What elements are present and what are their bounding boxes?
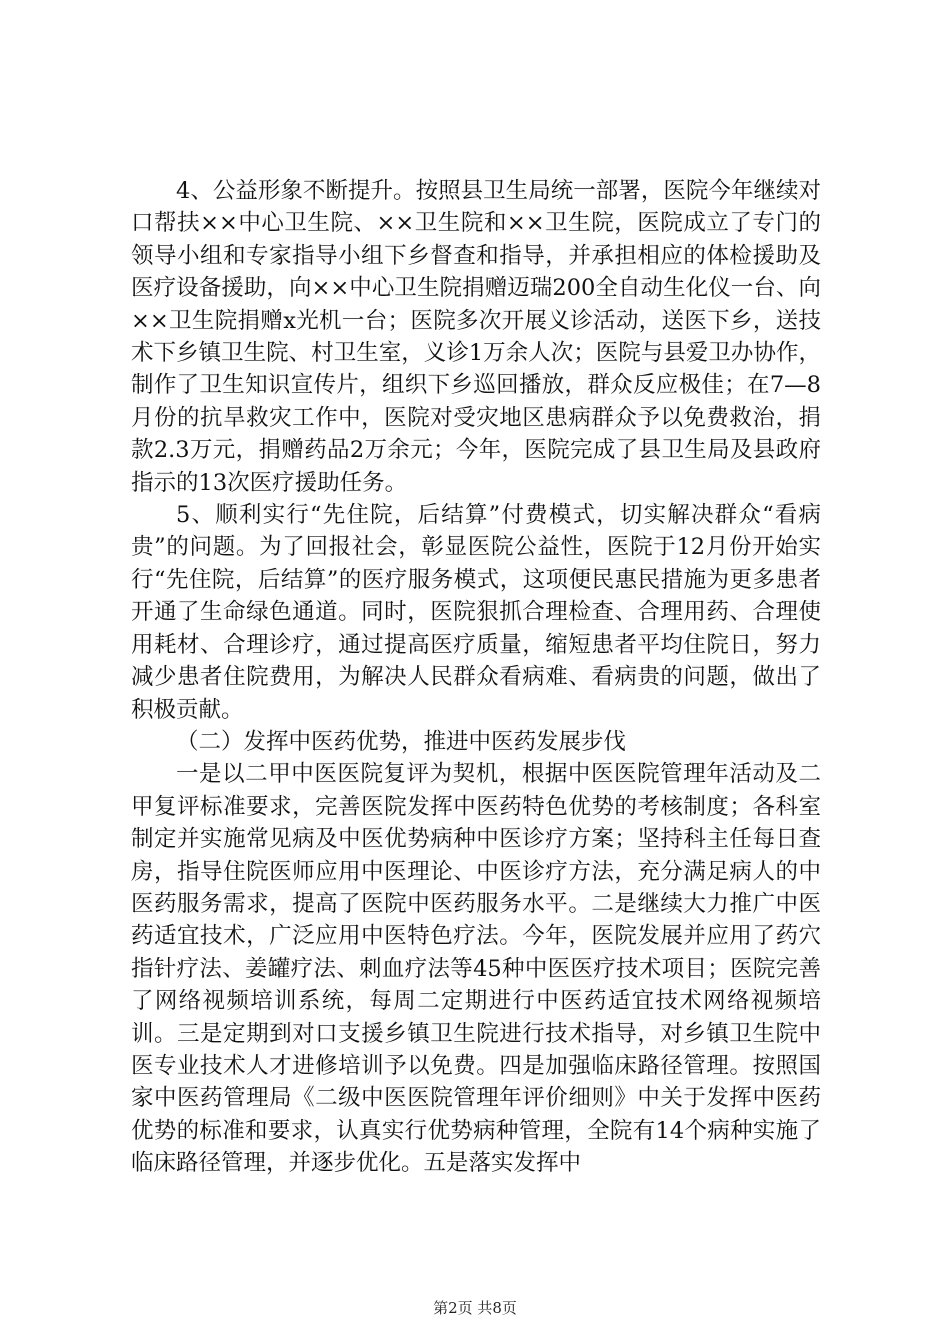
document-body: [131, 175, 821, 1180]
paragraph-payment-mode: 5、顺利实行“先住院，后结算”付费模式，切实解决群众“看病贵”的问题。为了回报社会，彰显医院公益性，医院于12月份开始实行“先住院，后结算”的医疗服务模式，这项便民惠民措施为更多患者开通了生命绿色通道。同时，医院狠抓合理检查、合理用药、合理使用耗材、合理诊疗，通过提高医疗质量，缩短患者平均住院日，努力减少患者住院费用，为解决人民群众看病难、看病贵的问题，做出了积极贡献。: [131, 502, 821, 723]
paragraph-public-welfare: 4、公益形象不断提升。按照县卫生局统一部署，医院今年继续对口帮扶××中心卫生院、××卫生院和××卫生院，医院成立了专门的领导小组和专家指导小组下乡督查和指导，并承担相应的体检援助及医疗设备援助，向××中心卫生院捐赠迈瑞200全自动生化仪一台、向××卫生院捐赠x光机一台；医院多次开展义诊活动，送医下乡，送技术下乡镇卫生院、村卫生室，义诊1万余人次；医院与县爱卫办协作，制作了卫生知识宣传片，组织下乡巡回播放，群众反应极佳；在7—8月份的抗旱救灾工作中，医院对受灾地区患病群众予以免费救治，捐款2.3万元，捐赠药品2万余元；今年，医院完成了县卫生局及县政府指示的13次医疗援助任务。: [131, 178, 821, 496]
paragraph-tcm-advantages: 一是以二甲中医医院复评为契机，根据中医医院管理年活动及二甲复评标准要求，完善医院发挥中医药特色优势的考核制度；各科室制定并实施常见病及中医优势病种中医诊疗方案；坚持科主任每日查房，指导住院医师应用中医理论、中医诊疗方法，充分满足病人的中医药服务需求，提高了医院中医药服务水平。二是继续大力推广中医药适宜技术，广泛应用中医特色疗法。今年，医院发展并应用了药穴指针疗法、姜罐疗法、刺血疗法等45种中医医疗技术项目；医院完善了网络视频培训系统，每周二定期进行中医药适宜技术网络视频培训。三是定期到对口支援乡镇卫生院进行技术指导，对乡镇卫生院中医专业技术人才进修培训予以免费。四是加强临床路径管理。按照国家中医药管理局《二级中医医院管理年评价细则》中关于发挥中医药优势的标准和要求，认真实行优势病种管理，全院有14个病种实施了临床路径管理，并逐步优化。五是落实发挥中: [131, 761, 821, 1177]
section-heading: （二）发挥中医药优势，推进中医药发展步伐: [176, 728, 627, 755]
page-footer: 第2页 共8页: [433, 1299, 517, 1317]
